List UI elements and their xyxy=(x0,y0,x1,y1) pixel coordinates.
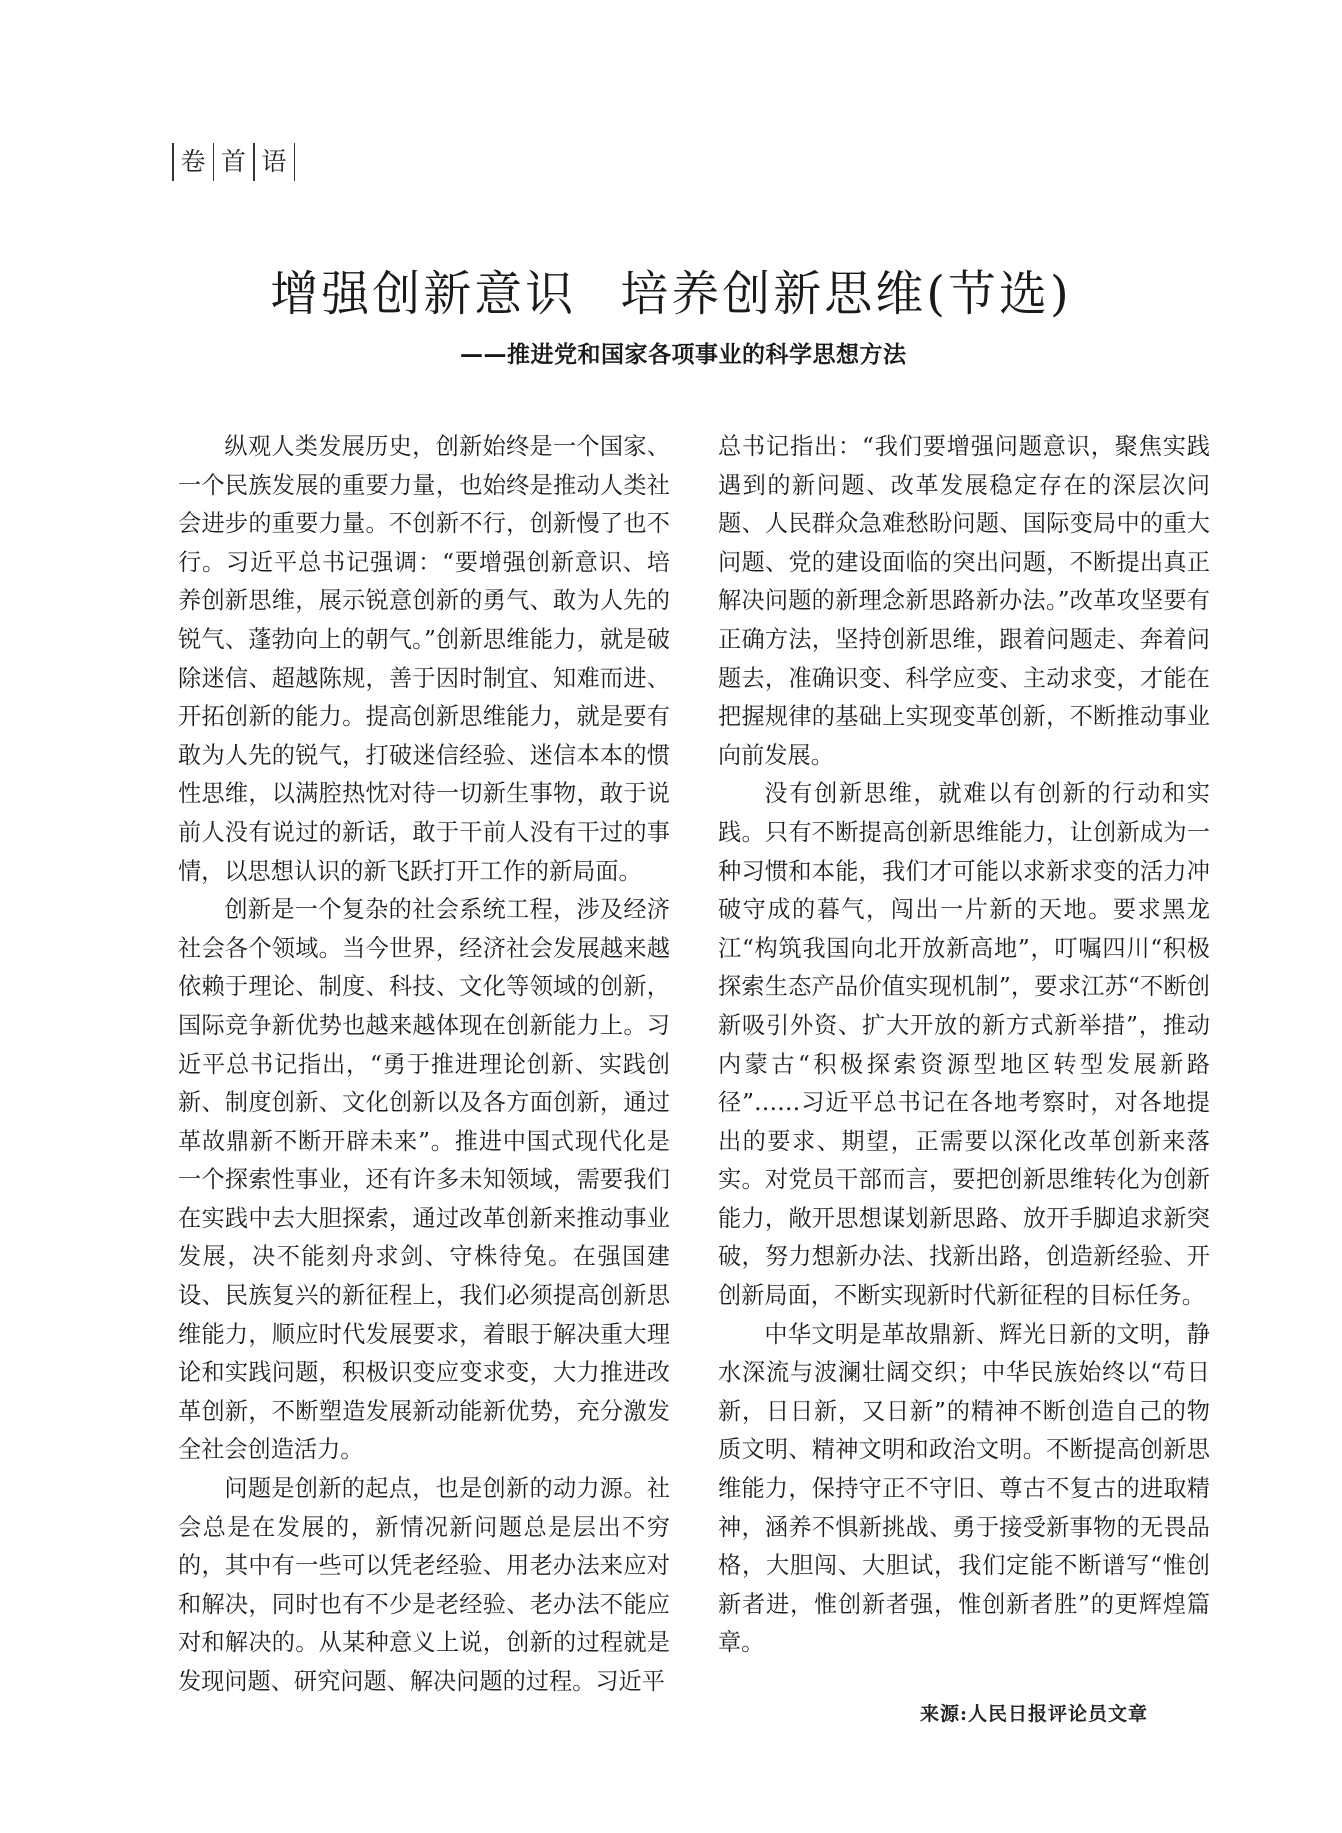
paragraph: 中华文明是革故鼎新、辉光日新的文明，静水深流与波澜壮阔交织；中华民族始终以“苟日新，日日新，又日新”的精神不断创造自己的物质文明、精神文明和政治文明。不断提高创新思维能力，保持守正不守旧、尊古不复古的进取精神，涵养不惧新挑战、勇于接受新事物的无畏品格，大胆闯、大胆试，我们定能不断谱写“惟创新者进，惟创新者强，惟创新者胜”的更辉煌篇章。 xyxy=(718,1320,1210,1657)
column-tag xyxy=(172,143,295,181)
column-tag-char: 卷 xyxy=(180,147,206,176)
article-title-part1: 增强创新意识 xyxy=(270,266,577,322)
right-column xyxy=(718,428,1210,1663)
paragraph-continuation: 总书记指出：“我们要增强问题意识，聚焦实践遇到的新问题、改革发展稳定存在的深层次问题、人民群众急难愁盼问题、国际变局中的重大问题、党的建设面临的突出问题，不断提出真正解决问题的新理念新思路新办法。”改革攻坚要有正确方法，坚持创新思维，跟着问题走、奔着问题去，准确识变、科学应变、主动求变，才能在把握规律的基础上实现变革创新，不断推动事业向前发展。 xyxy=(718,433,1210,769)
article-title-part2: 培养创新思维(节选) xyxy=(620,266,1072,322)
article-subtitle: ——推进党和国家各项事业的科学思想方法 xyxy=(460,342,907,368)
article-title xyxy=(0,262,1342,326)
paragraph: 问题是创新的起点，也是创新的动力源。社会总是在发展的，新情况新问题总是层出不穷的，其中有一些可以凭老经验、用老办法来应对和解决，同时也有不少是老经验、老办法不能应对和解决的。从某种意义上说，创新的过程就是发现问题、研究问题、解决问题的过程。习近平 xyxy=(178,1475,670,1695)
column-tag-char: 语 xyxy=(261,147,287,176)
column-tag-char: 首 xyxy=(221,147,247,176)
column-tag-divider xyxy=(294,143,296,181)
article-source: 来源:人民日报评论员文章 xyxy=(920,1703,1149,1725)
left-column xyxy=(178,428,670,1702)
paragraph: 没有创新思维，就难以有创新的行动和实践。只有不断提高创新思维能力，让创新成为一种习惯和本能，我们才可能以求新求变的活力冲破守成的暮气，闯出一片新的天地。要求黑龙江“构筑我国向北开放新高地”，叮嘱四川“积极探索生态产品价值实现机制”，要求江苏“不断创新吸引外资、扩大开放的新方式新举措”，推动内蒙古“积极探索资源型地区转型发展新路径”……习近平总书记在各地考察时，对各地提出的要求、期望，正需要以深化改革创新来落实。对党员干部而言，要把创新思维转化为创新能力，敞开思想谋划新思路、放开手脚追求新突破，努力想新办法、找新出路，创造新经验、开创新局面，不断实现新时代新征程的目标任务。 xyxy=(718,780,1210,1310)
paragraph: 创新是一个复杂的社会系统工程，涉及经济社会各个领域。当今世界，经济社会发展越来越依赖于理论、制度、科技、文化等领域的创新，国际竞争新优势也越来越体现在创新能力上。习近平总书记指出，“勇于推进理论创新、实践创新、制度创新、文化创新以及各方面创新，通过革故鼎新不断开辟未来”。推进中国式现代化是一个探索性事业，还有许多未知领域，需要我们在实践中去大胆探索，通过改革创新来推动事业发展，决不能刻舟求剑、守株待兔。在强国建设、民族复兴的新征程上，我们必须提高创新思维能力，顺应时代发展要求，着眼于解决重大理论和实践问题，积极识变应变求变，大力推进改革创新，不断塑造发展新动能新优势，充分激发全社会创造活力。 xyxy=(178,896,670,1464)
paragraph: 纵观人类发展历史，创新始终是一个国家、一个民族发展的重要力量，也始终是推动人类社会进步的重要力量。不创新不行，创新慢了也不行。习近平总书记强调：“要增强创新意识、培养创新思维，展示锐意创新的勇气、敢为人先的锐气、蓬勃向上的朝气。”创新思维能力，就是破除迷信、超越陈规，善于因时制宜、知难而进、开拓创新的能力。提高创新思维能力，就是要有敢为人先的锐气，打破迷信经验、迷信本本的惯性思维，以满腔热忱对待一切新生事物，敢于说前人没有说过的新话，敢于干前人没有干过的事情，以思想认识的新飞跃打开工作的新局面。 xyxy=(178,433,670,885)
